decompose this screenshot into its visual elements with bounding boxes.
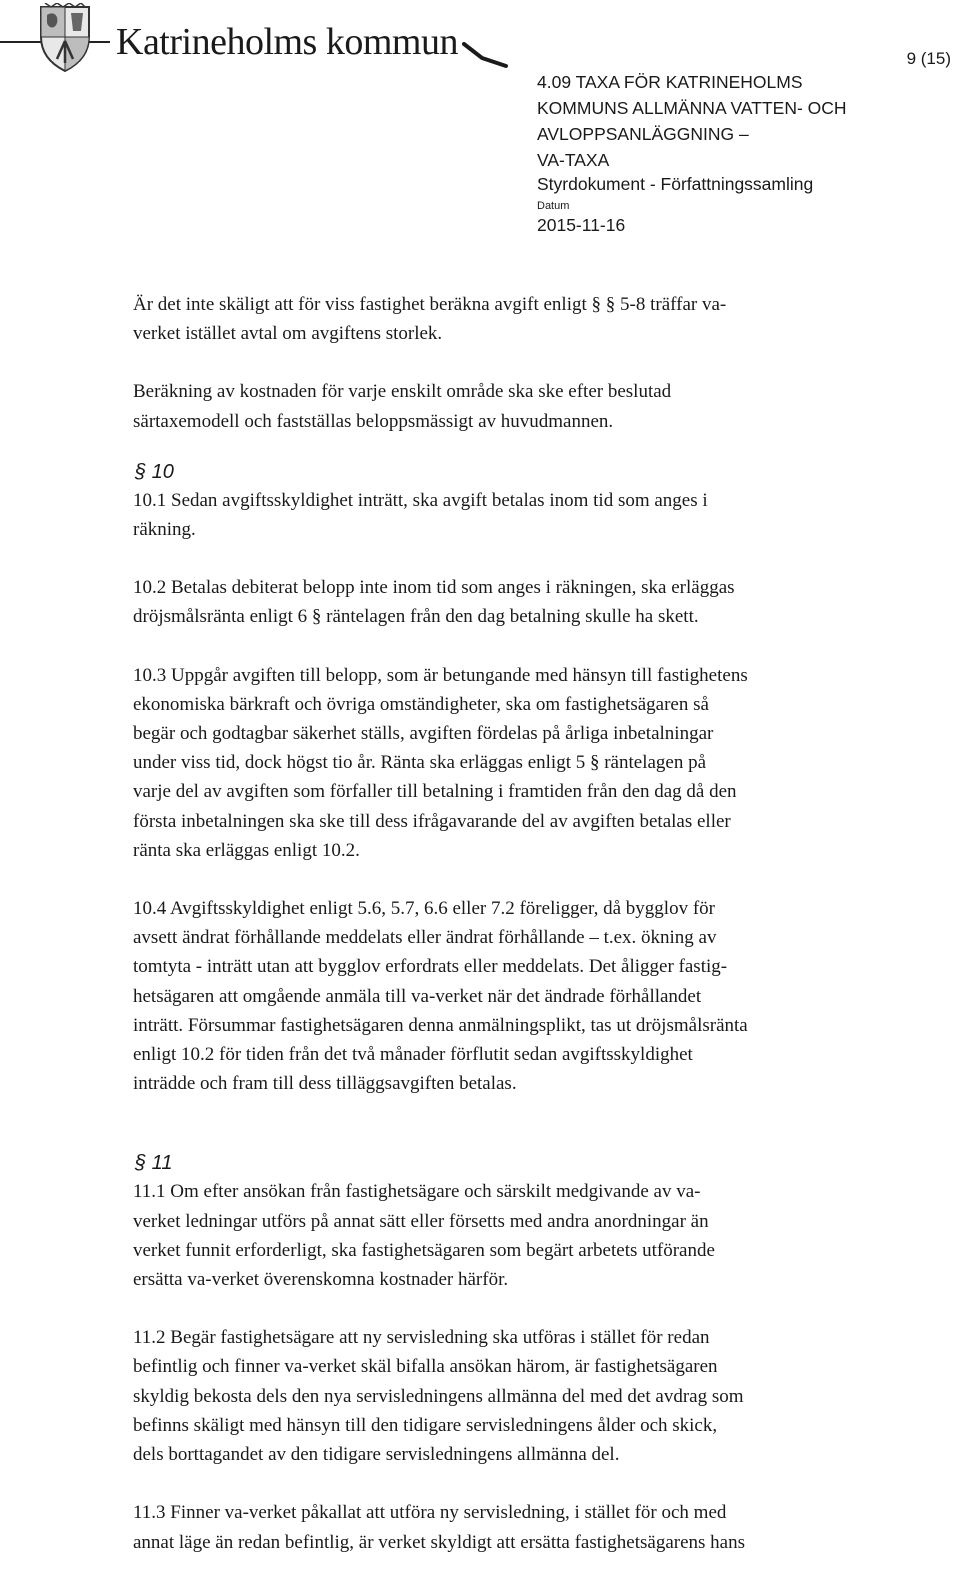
text-line: ränta ska erläggas enligt 10.2. bbox=[133, 839, 360, 861]
section-11-heading: § 11 bbox=[135, 1152, 173, 1175]
text-line: 11.3 Finner va-verket påkallat att utföra ny servisledning, i stället för och med bbox=[133, 1502, 727, 1524]
intro-paragraph bbox=[133, 290, 955, 348]
text-line: ersätta va-verket överenskomna kostnader härför. bbox=[133, 1269, 509, 1291]
text-line: befinns skäligt med hänsyn till den tidigare servisledningens ålder och skick, bbox=[133, 1414, 718, 1436]
text-line: verket ledningar utförs på annat sätt eller försetts med andra anordningar än bbox=[133, 1210, 709, 1232]
text-line: dröjsmålsränta enligt 6 § räntelagen från den dag betalning skulle ha skett. bbox=[133, 606, 699, 628]
document-body bbox=[133, 290, 955, 1557]
text-line: annat läge än redan befintlig, är verket skyldigt att ersätta fastighetsägarens hans bbox=[133, 1531, 745, 1553]
text-line: särtaxemodell och fastställas beloppsmässigt av huvudmannen. bbox=[133, 410, 614, 432]
text-line: Är det inte skäligt att för viss fastighet beräkna avgift enligt § § 5-8 träffar va- bbox=[133, 294, 727, 315]
text-line: begär och godtagbar säkerhet ställs, avgiften fördelas på årliga inbetalningar bbox=[133, 723, 714, 745]
paragraph-11-1 bbox=[133, 1177, 955, 1294]
text-line: 10.2 Betalas debiterat belopp inte inom tid som anges i räkningen, ska erläggas bbox=[133, 577, 735, 599]
text-line: verket istället avtal om avgiftens storlek. bbox=[133, 323, 443, 345]
document-title-line: KOMMUNS ALLMÄNNA VATTEN- OCH bbox=[537, 98, 847, 118]
text-line: skyldig bekosta dels den nya servisledningens allmänna del med det avdrag som bbox=[133, 1385, 744, 1407]
text-line: 10.3 Uppgår avgiften till belopp, som är betungande med hänsyn till fastighetens bbox=[133, 664, 748, 686]
text-line: första inbetalningen ska ske till dess ifrågavarande del av avgiften betalas eller bbox=[133, 810, 731, 832]
page-header bbox=[0, 0, 960, 250]
calculation-paragraph bbox=[133, 377, 955, 435]
text-line: dels borttagandet av den tidigare servisledningens allmänna del. bbox=[133, 1444, 620, 1466]
section-10-heading: § 10 bbox=[135, 460, 174, 483]
text-line: inträdde och fram till dess tilläggsavgiften betalas. bbox=[133, 1073, 517, 1095]
text-line: 11.1 Om efter ansökan från fastighetsägare och särskilt medgivande av va- bbox=[133, 1181, 701, 1203]
text-line: 11.2 Begär fastighetsägare att ny servisledning ska utföras i stället för redan bbox=[133, 1327, 710, 1349]
text-line: inträtt. Försummar fastighetsägaren denna anmälningsplikt, tas ut dröjsmålsränta bbox=[133, 1014, 748, 1036]
text-line: under viss tid, dock högst tio år. Ränta ska erläggas enligt 5 § räntelagen på bbox=[133, 752, 707, 774]
text-line: hetsägaren att omgående anmäla till va-verket när det ändrade förhållandet bbox=[133, 985, 702, 1007]
text-line: befintlig och finner va-verket skäl bifalla ansökan härom, är fastighetsägaren bbox=[133, 1356, 718, 1378]
logo-swoosh-icon bbox=[462, 42, 510, 70]
text-line: varje del av avgiften som förfaller till betalning i framtiden från den dag då den bbox=[133, 781, 737, 803]
paragraph-10-1 bbox=[133, 486, 955, 544]
document-title-line: AVLOPPSANLÄGGNING – bbox=[537, 124, 749, 144]
paragraph-10-4 bbox=[133, 894, 955, 1098]
text-line: 10.4 Avgiftsskyldighet enligt 5.6, 5.7, 6.6 eller 7.2 föreligger, då bygglov för bbox=[133, 898, 715, 920]
date-value: 2015-11-16 bbox=[537, 215, 626, 235]
text-line: ekonomiska bärkraft och övriga omständigheter, ska om fastighetsägaren så bbox=[133, 693, 709, 715]
text-line: räkning. bbox=[133, 519, 196, 541]
organization-name: Katrineholms kommun bbox=[116, 21, 458, 63]
paragraph-11-3 bbox=[133, 1498, 955, 1556]
paragraph-11-2 bbox=[133, 1323, 955, 1469]
paragraph-10-3 bbox=[133, 661, 955, 865]
text-line: verket funnit erforderligt, ska fastighetsägaren som begärt arbetets utförande bbox=[133, 1239, 715, 1261]
document-title-line: 4.09 TAXA FÖR KATRINEHOLMS bbox=[537, 72, 803, 92]
text-line: enligt 10.2 för tiden från det två månader förflutit sedan avgiftsskyldighet bbox=[133, 1044, 693, 1066]
document-meta bbox=[537, 69, 957, 237]
date-label: Datum bbox=[537, 200, 570, 212]
text-line: Beräkning av kostnaden för varje enskilt område ska ske efter beslutad bbox=[133, 381, 672, 403]
paragraph-10-2 bbox=[133, 573, 955, 631]
text-line: 10.1 Sedan avgiftsskyldighet inträtt, ska avgift betalas inom tid som anges i bbox=[133, 489, 708, 511]
text-line: tomtyta - inträtt utan att bygglov erfordrats eller meddelats. Det åligger fastig- bbox=[133, 956, 728, 978]
page-number: 9 (15) bbox=[906, 49, 951, 68]
document-title-line: VA-TAXA bbox=[537, 150, 610, 170]
text-line: avsett ändrat förhållande meddelats eller ändrat förhållande – t.ex. ökning av bbox=[133, 927, 717, 949]
municipal-crest-icon bbox=[37, 3, 93, 73]
document-type: Styrdokument - Författningssamling bbox=[537, 174, 814, 194]
